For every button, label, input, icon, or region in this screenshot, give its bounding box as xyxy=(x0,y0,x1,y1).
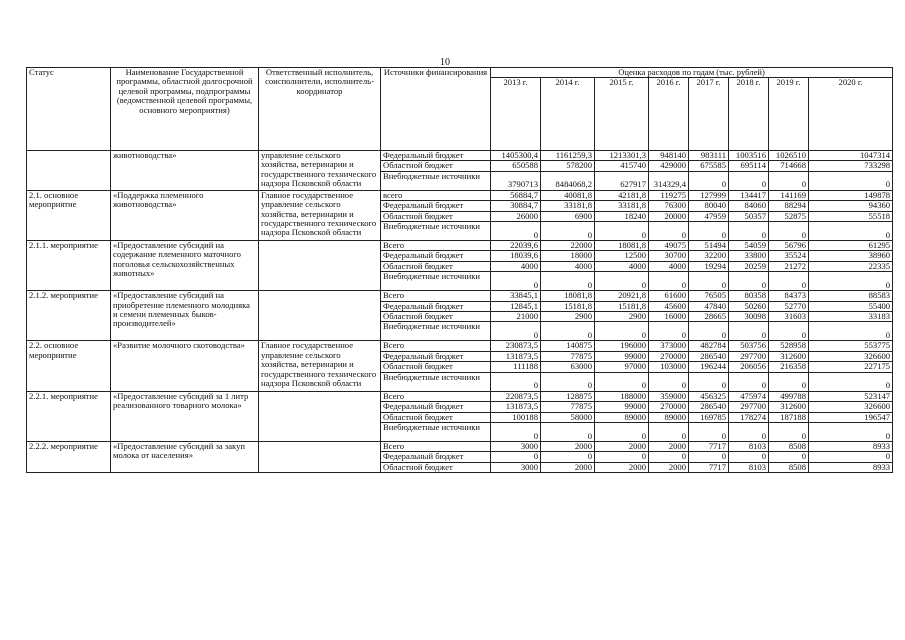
cell-value: 0 xyxy=(689,272,729,291)
cell-value: 2900 xyxy=(595,312,649,322)
cell-value: 0 xyxy=(729,322,769,341)
cell-value: 18081,8 xyxy=(541,291,595,301)
cell-source: Внебюджетные источники xyxy=(381,322,491,341)
cell-value: 475974 xyxy=(729,391,769,401)
table-row xyxy=(27,241,893,251)
cell-value: 28665 xyxy=(689,312,729,322)
cell-value: 0 xyxy=(491,372,541,391)
cell-value: 4000 xyxy=(541,261,595,271)
cell-value: 35524 xyxy=(769,251,809,261)
cell-value: 503756 xyxy=(729,341,769,351)
cell-value: 1405300,4 xyxy=(491,151,541,161)
table-row xyxy=(27,441,893,451)
cell-value: 0 xyxy=(541,422,595,441)
cell-value: 141169 xyxy=(769,190,809,200)
cell-source: Внебюджетные источники xyxy=(381,171,491,190)
cell-value: 429000 xyxy=(649,161,689,171)
cell-value: 32200 xyxy=(689,251,729,261)
cell-value: 18039,6 xyxy=(491,251,541,261)
cell-value: 45600 xyxy=(649,301,689,311)
cell-value: 0 xyxy=(689,422,729,441)
cell-value: 188000 xyxy=(595,391,649,401)
cell-value: 0 xyxy=(541,372,595,391)
cell-value: 0 xyxy=(769,171,809,190)
cell-value: 21000 xyxy=(491,312,541,322)
cell-value: 0 xyxy=(649,222,689,241)
cell-value: 26000 xyxy=(491,211,541,221)
cell-value: 3000 xyxy=(491,441,541,451)
cell-value: 0 xyxy=(809,372,893,391)
cell-name: «Предоставление субсидий за закуп молока от населения» xyxy=(111,441,259,472)
cell-value: 76300 xyxy=(649,201,689,211)
cell-value: 206056 xyxy=(729,362,769,372)
cell-value: 456325 xyxy=(689,391,729,401)
cell-value: 149878 xyxy=(809,190,893,200)
cell-value: 63000 xyxy=(541,362,595,372)
cell-value: 51494 xyxy=(689,241,729,251)
cell-source: Федеральный бюджет xyxy=(381,452,491,462)
table-row xyxy=(27,391,893,401)
cell-value: 627917 xyxy=(595,171,649,190)
cell-value: 94360 xyxy=(809,201,893,211)
cell-value: 0 xyxy=(595,452,649,462)
cell-value: 314329,4 xyxy=(649,171,689,190)
cell-value: 0 xyxy=(649,422,689,441)
cell-value: 134417 xyxy=(729,190,769,200)
cell-value: 0 xyxy=(689,372,729,391)
cell-value: 2000 xyxy=(649,462,689,472)
cell-value: 52875 xyxy=(769,211,809,221)
cell-source: Всего xyxy=(381,391,491,401)
cell-name: «Предоставление субсидий на содержание племенного маточного поголовья сельскохозяйственных животных» xyxy=(111,241,259,291)
cell-value: 523147 xyxy=(809,391,893,401)
cell-value: 38960 xyxy=(809,251,893,261)
cell-value: 20000 xyxy=(649,211,689,221)
cell-value: 0 xyxy=(541,322,595,341)
cell-value: 84373 xyxy=(769,291,809,301)
cell-value: 0 xyxy=(491,422,541,441)
header-year: 2015 г. xyxy=(595,78,649,151)
header-year: 2016 г. xyxy=(649,78,689,151)
cell-value: 52770 xyxy=(769,301,809,311)
cell-value: 0 xyxy=(769,222,809,241)
header-name: Наименование Государственной программы, областной долгосрочной целевой программы, подпрограммы (ведомственной целевой программы, основного мероприятия) xyxy=(111,68,259,151)
cell-value: 18000 xyxy=(541,251,595,261)
cell-source: Областной бюджет xyxy=(381,312,491,322)
cell-value: 8508 xyxy=(769,462,809,472)
table-row xyxy=(27,151,893,161)
cell-value: 7717 xyxy=(689,441,729,451)
cell-value: 77875 xyxy=(541,351,595,361)
cell-value: 0 xyxy=(689,452,729,462)
cell-value: 0 xyxy=(595,322,649,341)
cell-value: 22000 xyxy=(541,241,595,251)
cell-value: 0 xyxy=(769,422,809,441)
cell-source: Федеральный бюджет xyxy=(381,351,491,361)
cell-value: 1003516 xyxy=(729,151,769,161)
cell-value: 983111 xyxy=(689,151,729,161)
cell-value: 227175 xyxy=(809,362,893,372)
cell-value: 0 xyxy=(809,422,893,441)
cell-value: 88583 xyxy=(809,291,893,301)
cell-value: 47959 xyxy=(689,211,729,221)
table-row xyxy=(27,190,893,200)
cell-value: 89000 xyxy=(649,412,689,422)
cell-value: 0 xyxy=(595,422,649,441)
header-estimate: Оценка расходов по годам (тыс. рублей) xyxy=(491,68,893,78)
header-status: Статус xyxy=(27,68,111,151)
header-executor: Ответственный исполнитель, соисполнители, исполнитель-координатор xyxy=(259,68,381,151)
cell-value: 40081,8 xyxy=(541,190,595,200)
cell-value: 50260 xyxy=(729,301,769,311)
cell-source: Областной бюджет xyxy=(381,362,491,372)
cell-value: 3790713 xyxy=(491,171,541,190)
cell-value: 733298 xyxy=(809,161,893,171)
cell-source: Федеральный бюджет xyxy=(381,402,491,412)
cell-value: 61600 xyxy=(649,291,689,301)
cell-value: 0 xyxy=(595,272,649,291)
cell-source: Внебюджетные источники xyxy=(381,372,491,391)
cell-value: 8933 xyxy=(809,462,893,472)
cell-status: 2.2.1. мероприятие xyxy=(27,391,111,441)
cell-name: «Предоставление субсидий за 1 литр реализованного товарного молока» xyxy=(111,391,259,441)
cell-value: 326600 xyxy=(809,402,893,412)
cell-value: 0 xyxy=(769,452,809,462)
cell-value: 312600 xyxy=(769,402,809,412)
cell-value: 1047314 xyxy=(809,151,893,161)
cell-value: 20921,8 xyxy=(595,291,649,301)
cell-source: Всего xyxy=(381,241,491,251)
cell-value: 2000 xyxy=(595,462,649,472)
cell-value: 578200 xyxy=(541,161,595,171)
cell-status xyxy=(27,151,111,191)
cell-source: Федеральный бюджет xyxy=(381,251,491,261)
cell-value: 0 xyxy=(491,222,541,241)
cell-value: 297700 xyxy=(729,351,769,361)
cell-source: Областной бюджет xyxy=(381,462,491,472)
cell-value: 61295 xyxy=(809,241,893,251)
header-year: 2019 г. xyxy=(769,78,809,151)
cell-value: 22039,6 xyxy=(491,241,541,251)
cell-source: Внебюджетные источники xyxy=(381,222,491,241)
cell-value: 714668 xyxy=(769,161,809,171)
cell-value: 1213301,3 xyxy=(595,151,649,161)
cell-value: 2000 xyxy=(541,462,595,472)
cell-value: 127999 xyxy=(689,190,729,200)
cell-value: 0 xyxy=(595,222,649,241)
cell-value: 97000 xyxy=(595,362,649,372)
cell-source: Всего xyxy=(381,341,491,351)
cell-value: 128875 xyxy=(541,391,595,401)
cell-value: 0 xyxy=(689,222,729,241)
cell-value: 20259 xyxy=(729,261,769,271)
cell-value: 270000 xyxy=(649,402,689,412)
cell-value: 948140 xyxy=(649,151,689,161)
cell-value: 0 xyxy=(809,452,893,462)
cell-source: Областной бюджет xyxy=(381,161,491,171)
cell-value: 47840 xyxy=(689,301,729,311)
cell-value: 0 xyxy=(491,452,541,462)
cell-value: 111188 xyxy=(491,362,541,372)
cell-status: 2.2.2. мероприятие xyxy=(27,441,111,472)
table-body xyxy=(27,151,893,473)
cell-name: «Предоставление субсидий на приобретение племенного молодняка и семени племенных быков-производителей» xyxy=(111,291,259,341)
cell-value: 58000 xyxy=(541,412,595,422)
cell-value: 103000 xyxy=(649,362,689,372)
cell-value: 373000 xyxy=(649,341,689,351)
cell-value: 22335 xyxy=(809,261,893,271)
cell-value: 77875 xyxy=(541,402,595,412)
table-row xyxy=(27,341,893,351)
cell-value: 4000 xyxy=(649,261,689,271)
cell-value: 19294 xyxy=(689,261,729,271)
cell-value: 131873,5 xyxy=(491,402,541,412)
cell-value: 2900 xyxy=(541,312,595,322)
cell-value: 0 xyxy=(729,452,769,462)
cell-value: 220873,5 xyxy=(491,391,541,401)
cell-value: 33800 xyxy=(729,251,769,261)
cell-value: 0 xyxy=(809,171,893,190)
table-row xyxy=(27,291,893,301)
cell-executor xyxy=(259,241,381,291)
cell-value: 7717 xyxy=(689,462,729,472)
cell-value: 0 xyxy=(541,222,595,241)
cell-source: Внебюджетные источники xyxy=(381,272,491,291)
cell-value: 54059 xyxy=(729,241,769,251)
cell-value: 286540 xyxy=(689,351,729,361)
header-year: 2020 г. xyxy=(809,78,893,151)
cell-value: 0 xyxy=(729,171,769,190)
cell-value: 99000 xyxy=(595,351,649,361)
cell-value: 0 xyxy=(689,171,729,190)
cell-value: 15181,8 xyxy=(541,301,595,311)
cell-value: 553775 xyxy=(809,341,893,351)
cell-value: 187188 xyxy=(769,412,809,422)
cell-value: 84060 xyxy=(729,201,769,211)
cell-value: 50357 xyxy=(729,211,769,221)
cell-value: 33181,8 xyxy=(595,201,649,211)
cell-value: 30700 xyxy=(649,251,689,261)
cell-value: 33183 xyxy=(809,312,893,322)
cell-executor xyxy=(259,391,381,441)
cell-value: 0 xyxy=(729,272,769,291)
cell-value: 230873,5 xyxy=(491,341,541,351)
cell-source: Областной бюджет xyxy=(381,211,491,221)
cell-value: 1161259,3 xyxy=(541,151,595,161)
cell-value: 2000 xyxy=(541,441,595,451)
cell-name: животноводства» xyxy=(111,151,259,191)
cell-value: 8103 xyxy=(729,441,769,451)
cell-value: 56884,7 xyxy=(491,190,541,200)
cell-value: 0 xyxy=(491,322,541,341)
cell-value: 286540 xyxy=(689,402,729,412)
cell-value: 8933 xyxy=(809,441,893,451)
header-year: 2017 г. xyxy=(689,78,729,151)
cell-executor: Главное государственное управление сельского хозяйства, ветеринарии и государственного технического надзора Псковской области xyxy=(259,190,381,240)
cell-value: 12500 xyxy=(595,251,649,261)
cell-value: 326600 xyxy=(809,351,893,361)
cell-source: всего xyxy=(381,190,491,200)
cell-value: 312600 xyxy=(769,351,809,361)
cell-value: 0 xyxy=(595,372,649,391)
cell-value: 650588 xyxy=(491,161,541,171)
cell-value: 4000 xyxy=(491,261,541,271)
cell-value: 528958 xyxy=(769,341,809,351)
cell-value: 695114 xyxy=(729,161,769,171)
cell-value: 119275 xyxy=(649,190,689,200)
cell-status: 2.1.2. мероприятие xyxy=(27,291,111,341)
cell-value: 33181,8 xyxy=(541,201,595,211)
cell-value: 15181,8 xyxy=(595,301,649,311)
cell-source: Федеральный бюджет xyxy=(381,201,491,211)
cell-value: 178274 xyxy=(729,412,769,422)
cell-value: 30098 xyxy=(729,312,769,322)
cell-value: 0 xyxy=(541,272,595,291)
cell-name: «Развитие молочного скотоводства» xyxy=(111,341,259,391)
cell-name: «Поддержка племенного животноводства» xyxy=(111,190,259,240)
cell-value: 0 xyxy=(649,322,689,341)
cell-value: 2000 xyxy=(649,441,689,451)
cell-value: 0 xyxy=(809,322,893,341)
cell-value: 2000 xyxy=(595,441,649,451)
cell-value: 482784 xyxy=(689,341,729,351)
cell-value: 55400 xyxy=(809,301,893,311)
cell-value: 16000 xyxy=(649,312,689,322)
cell-value: 675585 xyxy=(689,161,729,171)
cell-value: 80358 xyxy=(729,291,769,301)
page-number: 10 xyxy=(440,57,450,68)
cell-value: 0 xyxy=(649,452,689,462)
cell-source: Федеральный бюджет xyxy=(381,301,491,311)
cell-value: 100188 xyxy=(491,412,541,422)
cell-value: 359000 xyxy=(649,391,689,401)
cell-value: 140875 xyxy=(541,341,595,351)
cell-value: 8508 xyxy=(769,441,809,451)
cell-value: 0 xyxy=(729,422,769,441)
cell-source: Федеральный бюджет xyxy=(381,151,491,161)
cell-value: 0 xyxy=(769,372,809,391)
cell-value: 30884,7 xyxy=(491,201,541,211)
cell-value: 8484068,2 xyxy=(541,171,595,190)
cell-executor: Главное государственное управление сельского хозяйства, ветеринарии и государственного технического надзора Псковской области xyxy=(259,341,381,391)
cell-value: 270000 xyxy=(649,351,689,361)
cell-value: 0 xyxy=(491,272,541,291)
cell-value: 88294 xyxy=(769,201,809,211)
cell-value: 0 xyxy=(649,372,689,391)
cell-value: 196244 xyxy=(689,362,729,372)
cell-value: 18240 xyxy=(595,211,649,221)
cell-value: 0 xyxy=(729,222,769,241)
cell-value: 0 xyxy=(769,322,809,341)
cell-value: 0 xyxy=(689,322,729,341)
cell-value: 131873,5 xyxy=(491,351,541,361)
cell-value: 55518 xyxy=(809,211,893,221)
cell-value: 76505 xyxy=(689,291,729,301)
cell-executor xyxy=(259,291,381,341)
header-year: 2013 г. xyxy=(491,78,541,151)
cell-value: 169785 xyxy=(689,412,729,422)
cell-value: 415740 xyxy=(595,161,649,171)
cell-value: 80040 xyxy=(689,201,729,211)
cell-value: 89000 xyxy=(595,412,649,422)
cell-value: 6900 xyxy=(541,211,595,221)
cell-source: Областной бюджет xyxy=(381,261,491,271)
cell-value: 42181,8 xyxy=(595,190,649,200)
cell-value: 8103 xyxy=(729,462,769,472)
cell-value: 0 xyxy=(769,272,809,291)
cell-value: 4000 xyxy=(595,261,649,271)
cell-executor xyxy=(259,441,381,472)
cell-source: Внебюджетные источники xyxy=(381,422,491,441)
cell-source: Областной бюджет xyxy=(381,412,491,422)
cell-source: Всего xyxy=(381,441,491,451)
cell-value: 56796 xyxy=(769,241,809,251)
cell-status: 2.1. основное мероприятие xyxy=(27,190,111,240)
header-year: 2014 г. xyxy=(541,78,595,151)
cell-executor: управление сельского хозяйства, ветеринарии и государственного технического надзора Псковской области xyxy=(259,151,381,191)
cell-value: 31603 xyxy=(769,312,809,322)
cell-value: 0 xyxy=(541,452,595,462)
cell-value: 0 xyxy=(729,372,769,391)
cell-value: 297700 xyxy=(729,402,769,412)
cell-value: 0 xyxy=(649,272,689,291)
header-source: Источники финансирования xyxy=(381,68,491,151)
cell-value: 216358 xyxy=(769,362,809,372)
cell-value: 1026510 xyxy=(769,151,809,161)
cell-value: 18081,8 xyxy=(595,241,649,251)
cell-value: 0 xyxy=(809,272,893,291)
cell-value: 196000 xyxy=(595,341,649,351)
cell-value: 3000 xyxy=(491,462,541,472)
cell-value: 0 xyxy=(809,222,893,241)
cell-value: 196547 xyxy=(809,412,893,422)
cell-value: 49075 xyxy=(649,241,689,251)
cell-value: 12845,1 xyxy=(491,301,541,311)
cell-source: Всего xyxy=(381,291,491,301)
cell-value: 33845,1 xyxy=(491,291,541,301)
cell-value: 99000 xyxy=(595,402,649,412)
cell-status: 2.2. основное мероприятие xyxy=(27,341,111,391)
header-year: 2018 г. xyxy=(729,78,769,151)
budget-table xyxy=(26,67,893,473)
cell-value: 499788 xyxy=(769,391,809,401)
cell-status: 2.1.1. мероприятие xyxy=(27,241,111,291)
cell-value: 21272 xyxy=(769,261,809,271)
